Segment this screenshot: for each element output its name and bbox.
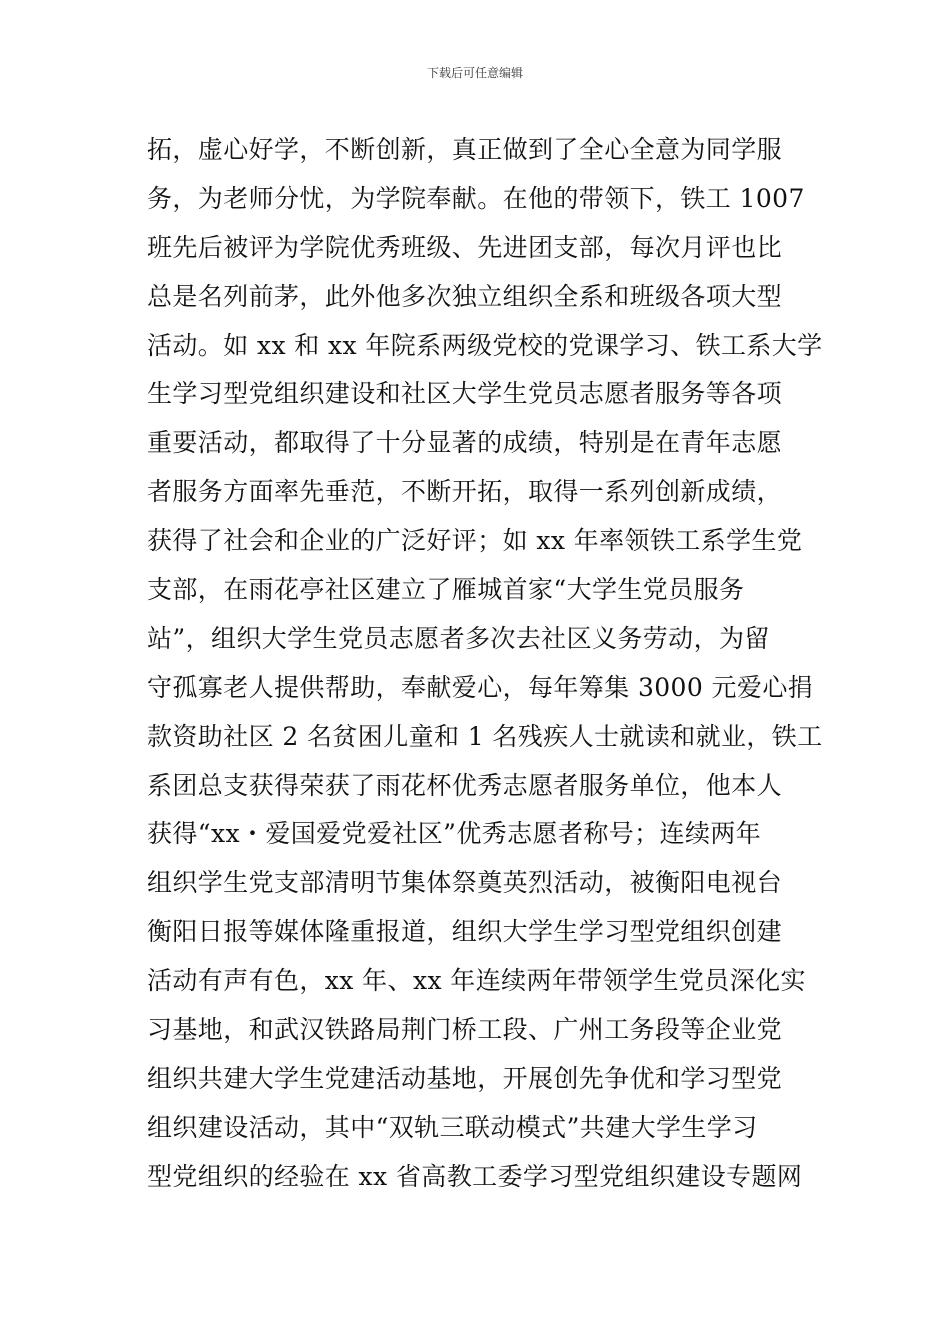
text-line: 者服务方面率先垂范，不断开拓，取得一系列创新成绩， xyxy=(147,477,783,507)
text-line: 支部，在雨花亭社区建立了雁城首家“大学生党员服务 xyxy=(147,575,745,605)
text-line: 衡阳日报等媒体隆重报道，组织大学生学习型党组织创建 xyxy=(147,917,783,947)
document-body xyxy=(147,126,823,1202)
text-line: 获得了社会和企业的广泛好评；如 xx 年率领铁工系学生党 xyxy=(147,526,803,556)
text-line: 系团总支获得荣获了雨花杯优秀志愿者服务单位，他本人 xyxy=(147,770,783,800)
text-line: 务，为老师分忧，为学院奉献。在他的带领下，铁工 1007 xyxy=(147,183,805,213)
text-line: 班先后被评为学院优秀班级、先进团支部，每次月评也比 xyxy=(147,232,783,262)
page-header: 下载后可任意编辑 xyxy=(426,66,523,80)
text-line: 重要活动，都取得了十分显著的成绩，特别是在青年志愿 xyxy=(147,428,783,458)
text-line: 组织建设活动，其中“双轨三联动模式”共建大学生学习 xyxy=(147,1112,758,1142)
text-line: 组织学生党支部清明节集体祭奠英烈活动，被衡阳电视台 xyxy=(147,868,783,898)
text-line: 生学习型党组织建设和社区大学生党员志愿者服务等各项 xyxy=(147,379,783,409)
text-line: 总是名列前茅，此外他多次独立组织全系和班级各项大型 xyxy=(147,281,783,311)
text-line: 获得“xx・爱国爱党爱社区”优秀志愿者称号；连续两年 xyxy=(147,819,762,849)
text-line: 组织共建大学生党建活动基地，开展创先争优和学习型党 xyxy=(147,1063,783,1093)
text-line: 站”，组织大学生党员志愿者多次去社区义务劳动，为留 xyxy=(147,623,770,653)
text-line: 型党组织的经验在 xx 省高教工委学习型党组织建设专题网 xyxy=(147,1161,803,1191)
text-line: 守孤寡老人提供帮助，奉献爱心，每年筹集 3000 元爱心捐 xyxy=(147,672,814,702)
text-line: 拓，虚心好学，不断创新，真正做到了全心全意为同学服 xyxy=(147,135,783,164)
text-line: 活动。如 xx 和 xx 年院系两级党校的党课学习、铁工系大学 xyxy=(147,330,823,360)
text-line: 活动有声有色，xx 年、xx 年连续两年带领学生党员深化实 xyxy=(147,966,806,996)
text-line: 习基地，和武汉铁路局荆门桥工段、广州工务段等企业党 xyxy=(147,1015,783,1045)
text-line: 款资助社区 2 名贫困儿童和 1 名残疾人士就读和就业，铁工 xyxy=(147,721,823,751)
